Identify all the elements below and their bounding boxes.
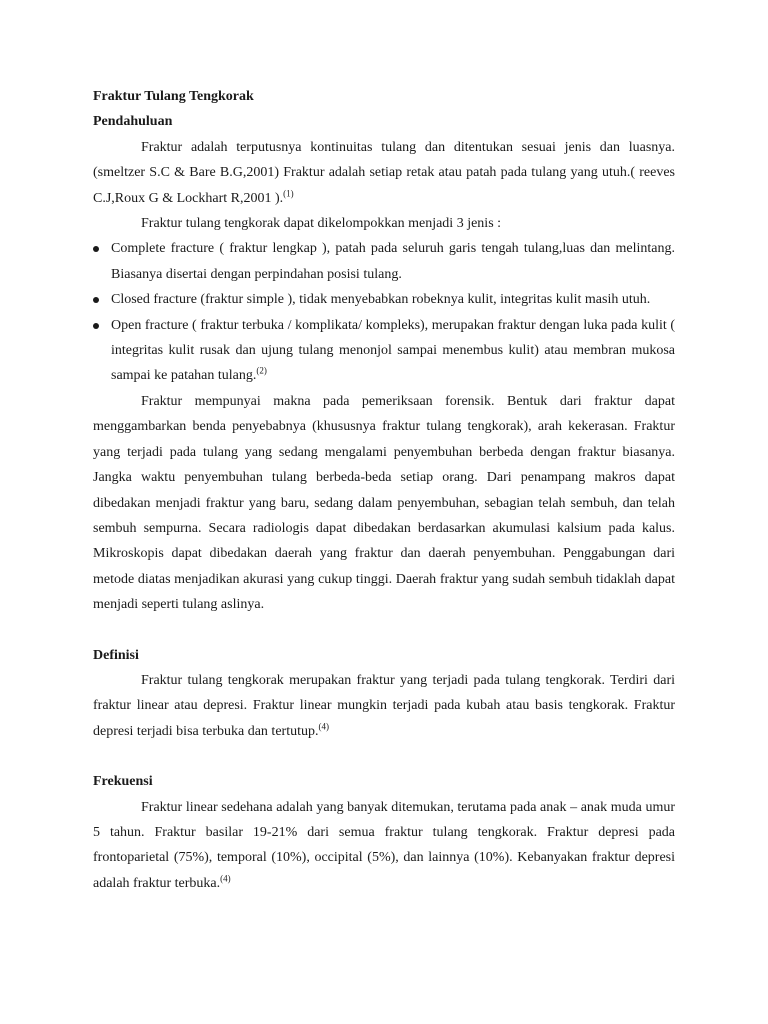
paragraph	[93, 389, 675, 618]
bullet-icon	[93, 246, 99, 252]
reference-marker: (4)	[318, 721, 329, 732]
list-item	[93, 236, 675, 287]
paragraph-text: Fraktur linear sedehana adalah yang banyak ditemukan, terutama pada anak – anak muda umur 5 tahun. Fraktur basilar 19-21% dari semua fraktur tulang tengkorak. Fraktur depresi pada frontoparietal (75%), temporal (10%), occipital (5%), dan lainnya (10%). Kebanyakan fraktur depresi adalah fraktur terbuka.	[93, 799, 675, 891]
list-item-text: Closed fracture (fraktur simple ), tidak menyebabkan robeknya kulit, integritas kulit masih utuh.	[111, 292, 651, 308]
section-heading-frekuensi: Frekuensi	[93, 774, 153, 790]
paragraph	[93, 668, 675, 744]
list-item	[93, 287, 675, 312]
section-spacer	[93, 744, 675, 769]
bullet-icon	[93, 297, 99, 303]
list-item-text: Complete fracture ( fraktur lengkap ), patah pada seluruh garis tengah tulang,luas dan melintang. Biasanya disertai dengan perpindahan posisi tulang.	[111, 241, 675, 282]
paragraph	[93, 211, 675, 236]
section-heading-definisi: Definisi	[93, 647, 139, 663]
fracture-type-list	[93, 236, 675, 388]
paragraph	[93, 795, 675, 897]
reference-marker: (2)	[256, 365, 267, 376]
document-title: Fraktur Tulang Tengkorak	[93, 89, 254, 104]
paragraph-text: Fraktur mempunyai makna pada pemeriksaan forensik. Bentuk dari fraktur dapat menggambarkan benda penyebabnya (khususnya fraktur tulang tengkorak), arah kekerasan. Fraktur yang terjadi pada tulang yang sedang mengalami penyembuhan berbeda dengan fraktur biasanya. Jangka waktu penyembuhan tulang berbeda-beda setiap orang. Dari penampang makros dapat dibedakan menjadi fraktur yang baru, sedang dalam penyembuhan, sebagian telah sembuh, dan telah sembuh sempurna. Secara radiologis dapat dibedakan berdasarkan akumulasi kalsium pada kalus. Mikroskopis dapat dibedakan daerah yang fraktur dan daerah penyembuhan. Penggabungan dari metode diatas menjadikan akurasi yang cukup tinggi. Daerah fraktur yang sudah sembuh tidaklah dapat menjadi seperti tulang aslinya.	[93, 393, 675, 613]
list-item-text: Open fracture ( fraktur terbuka / komplikata/ kompleks), merupakan fraktur dengan luka pada kulit ( integritas kulit rusak dan ujung tulang menonjol sampai menembus kulit) atau membran mukosa sampai ke patahan tulang.	[111, 317, 675, 384]
paragraph-text: Fraktur adalah terputusnya kontinuitas tulang dan ditentukan sesuai jenis dan luasnya. (smeltzer S.C & Bare B.G,2001) Fraktur adalah setiap retak atau patah pada tulang yang utuh.( reeves C.J,Roux G & Lockhart R,2001 ).	[93, 139, 675, 206]
bullet-icon	[93, 323, 99, 329]
section-spacer	[93, 618, 675, 643]
paragraph-text: Fraktur tulang tengkorak dapat dikelompokkan menjadi 3 jenis :	[141, 216, 502, 232]
reference-marker: (4)	[220, 873, 231, 884]
paragraph	[93, 135, 675, 211]
paragraph-text: Fraktur tulang tengkorak merupakan fraktur yang terjadi pada tulang tengkorak. Terdiri dari fraktur linear atau depresi. Fraktur linear mungkin terjadi pada kubah atau basis tengkorak. Fraktur depresi terjadi bisa terbuka dan tertutup.	[93, 672, 675, 739]
reference-marker: (1)	[283, 187, 294, 198]
section-heading-pendahuluan: Pendahuluan	[93, 114, 173, 130]
list-item	[93, 313, 675, 389]
document-body	[93, 84, 675, 896]
